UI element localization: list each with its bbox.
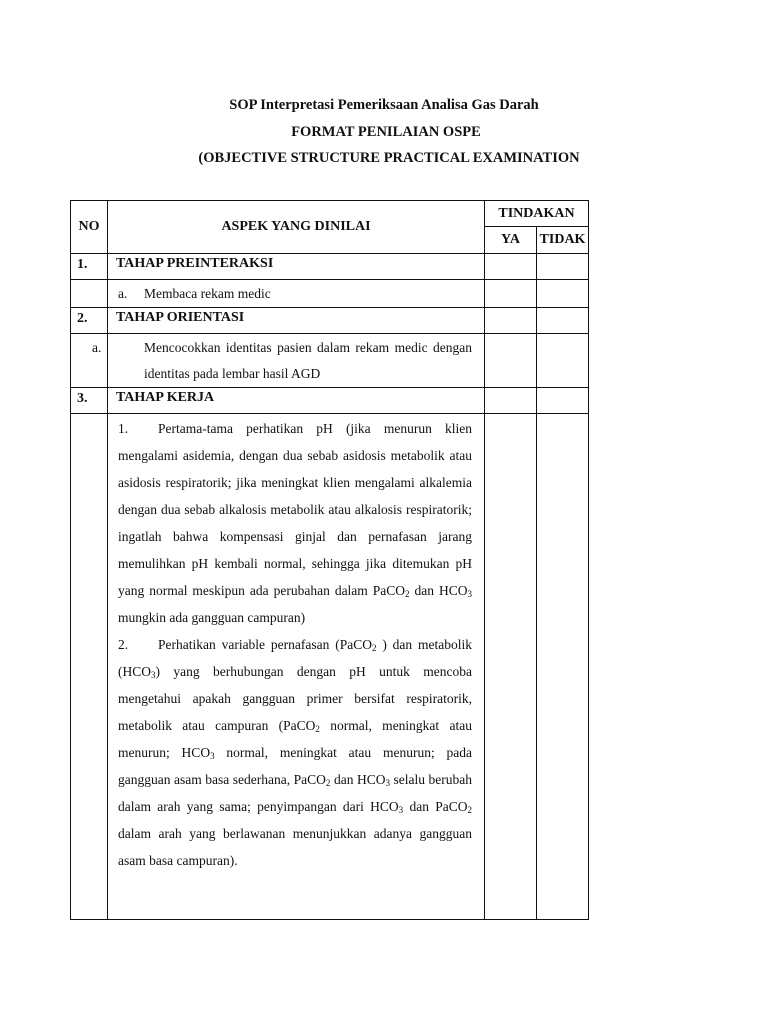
header-no: NO (71, 201, 108, 254)
table-row (71, 388, 589, 414)
table-row (71, 334, 589, 388)
section-title: TAHAP PREINTERAKSI (108, 254, 485, 280)
section-number: 2. (71, 308, 108, 334)
item-label: a. (92, 340, 102, 355)
item-membaca-rekam (108, 280, 485, 308)
item-text: Membaca rekam medic (144, 286, 271, 301)
tidak-checkbox-cell[interactable] (537, 308, 589, 334)
ya-checkbox-cell[interactable] (485, 334, 537, 388)
header-tindakan: TINDAKAN (485, 201, 589, 227)
step-number: 1. (118, 421, 129, 436)
section-number: 3. (71, 388, 108, 414)
table-row (71, 254, 589, 280)
ya-checkbox-cell[interactable] (485, 388, 537, 414)
table-row (71, 308, 589, 334)
empty-no-cell (71, 280, 108, 308)
header-aspek: ASPEK YANG DINILAI (108, 201, 485, 254)
kerja-step-2: 2. Perhatikan variable pernafasan (PaCO$_2$ ) dan metabolik $(HCO_3)$ yang berhubungan dengan pH untuk mencoba mengetahui apakah gangguan primer bersifat respiratorik, metabolik atau campuran (PaCO$_2$ normal, meningkat atau menurun; $HCO_3$ normal, meningkat atau menurun; pada gangguan asam basa sederhana, PaCO$_2$ dan $HCO_3$ selalu berubah dalam arah yang sama; penyimpangan dari $HCO_3$ dan PaCO$_2$ dalam arah yang berlawanan menunjukkan adanya gangguan asam basa campuran). (118, 631, 472, 874)
tidak-checkbox-cell[interactable] (537, 334, 589, 388)
section-number: 1. (71, 254, 108, 280)
ya-checkbox-cell[interactable] (485, 308, 537, 334)
item-text: Mencocokkan identitas pasien dalam rekam medic dengan identitas pada lembar hasil AGD (144, 340, 472, 381)
ya-checkbox-cell[interactable] (485, 280, 537, 308)
tidak-checkbox-cell[interactable] (537, 414, 589, 920)
ya-checkbox-cell[interactable] (485, 414, 537, 920)
ospe-title: (OBJECTIVE STRUCTURE PRACTICAL EXAMINATION (198, 150, 580, 166)
assessment-table (70, 200, 589, 920)
empty-no-cell (71, 334, 108, 388)
header-tidak: TIDAK (537, 227, 589, 254)
section-title: TAHAP KERJA (108, 388, 485, 414)
item-mencocokkan-identitas (92, 334, 485, 388)
kerja-steps (108, 414, 485, 920)
kerja-step-1: 1. Pertama-tama perhatikan pH (jika menurun klien mengalami asidemia, dengan dua sebab asidosis metabolik atau asidosis respiratorik; jika meningkat klien mengalami alkalemia dengan dua sebab alkalosis metabolik atau alkalosis respiratorik; ingatlah bahwa kompensasi ginjal dan pernafasan jarang memulihkan pH kembali normal, sehingga jika ditemukan pH yang normal meskipun ada perubahan dalam PaCO$_2$ dan $HCO_3$ mungkin ada gangguan campuran) (118, 415, 472, 631)
tidak-checkbox-cell[interactable] (537, 388, 589, 414)
step-number: 2. (118, 637, 129, 652)
header-ya: YA (485, 227, 537, 254)
section-title: TAHAP ORIENTASI (108, 308, 485, 334)
empty-no-cell (71, 414, 108, 920)
ya-checkbox-cell[interactable] (485, 254, 537, 280)
item-label: a. (118, 286, 128, 301)
table-row (71, 280, 589, 308)
table-row (71, 414, 589, 920)
tidak-checkbox-cell[interactable] (537, 254, 589, 280)
sop-title: SOP Interpretasi Pemeriksaan Analisa Gas Darah (229, 97, 539, 113)
format-title: FORMAT PENILAIAN OSPE (291, 123, 481, 140)
tidak-checkbox-cell[interactable] (537, 280, 589, 308)
document-header (0, 92, 768, 172)
